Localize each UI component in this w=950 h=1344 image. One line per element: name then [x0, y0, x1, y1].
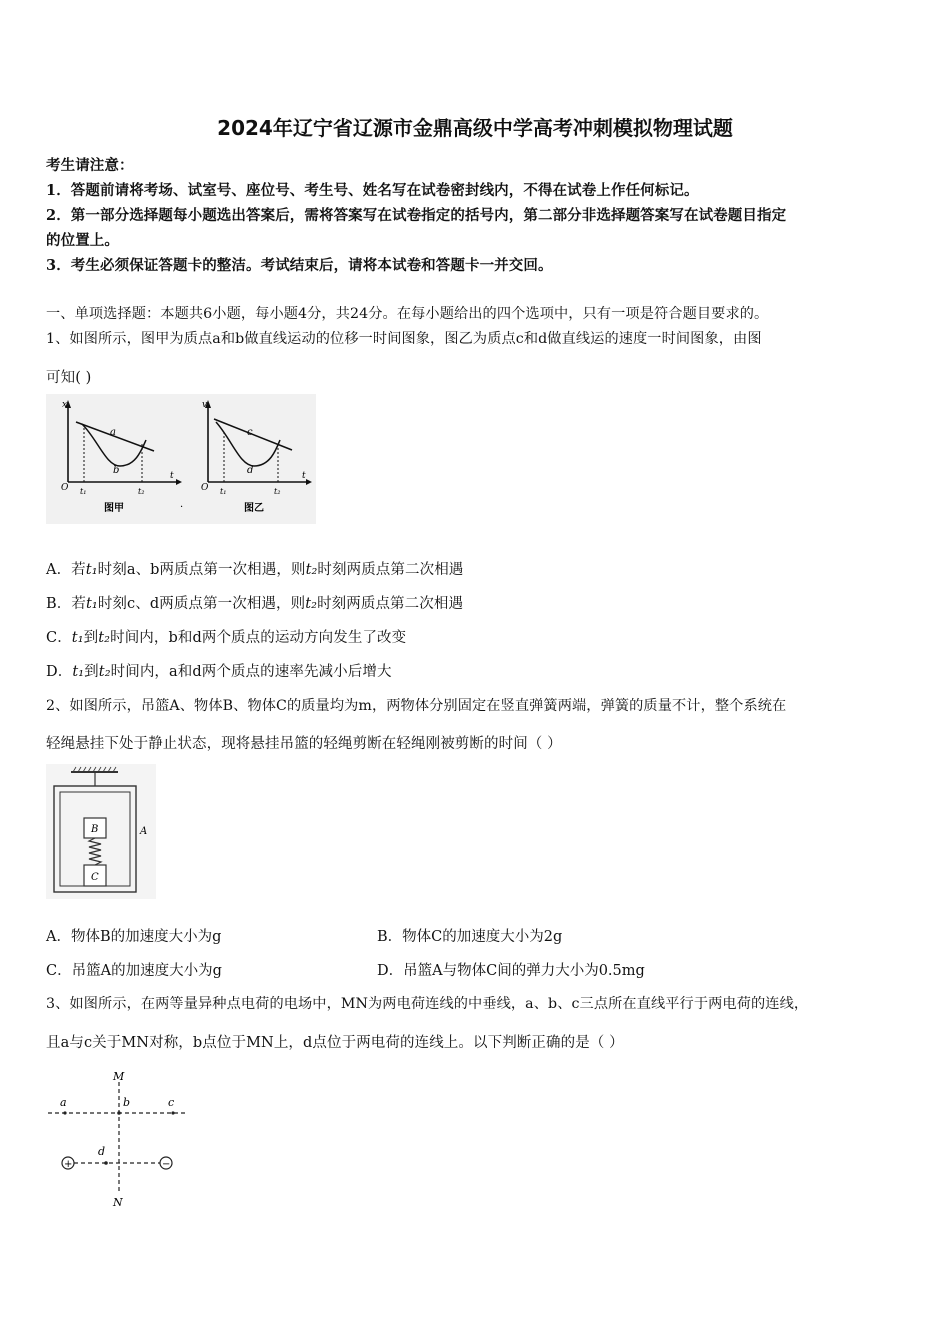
- q1-option-b[interactable]: B．若t₁时刻c、d两质点第一次相遇，则t₂时刻两质点第二次相遇: [46, 596, 464, 612]
- q2-stem: 轻绳悬挂下处于静止状态，现将悬挂吊篮的轻绳剪断在轻绳刚被剪断的时间（ ）: [46, 736, 562, 752]
- tick-t1: t₁: [220, 487, 227, 496]
- q1-option-c[interactable]: C．t₁到t₂时间内，b和d两个质点的运动方向发生了改变: [46, 630, 407, 646]
- axis-t-label: t: [170, 471, 174, 481]
- q1-stem: 可知( ): [46, 370, 92, 386]
- q2-option-c[interactable]: C．吊篮A的加速度大小为g: [46, 963, 222, 979]
- q3-figure: [46, 1066, 196, 1211]
- axis-origin: O: [201, 483, 209, 493]
- q2-option-d[interactable]: D．吊篮A与物体C间的弹力大小为0.5mg: [377, 963, 645, 979]
- q2-option-b[interactable]: B．物体C的加速度大小为2g: [377, 929, 563, 945]
- q1-stem: 1、如图所示，图甲为质点a和b做直线运动的位移一时间图象，图乙为质点c和d做直线运的速度一时间图象，由图: [46, 331, 762, 347]
- label-m: M: [113, 1070, 125, 1083]
- axis-origin: O: [61, 483, 69, 493]
- tick-t1: t₁: [80, 487, 87, 496]
- q2-option-a[interactable]: A．物体B的加速度大小为g: [46, 929, 222, 945]
- label-d: d: [98, 1145, 106, 1158]
- label-a: a: [110, 427, 116, 438]
- notice-item: 2．第一部分选择题每小题选出答案后，需将答案写在试卷指定的括号内，第二部分非选择题答案写在试卷题目指定: [46, 207, 787, 224]
- label-a: a: [60, 1096, 67, 1109]
- tick-t2: t₂: [274, 487, 281, 496]
- q2-figure: [46, 764, 156, 899]
- q3-stem: 且a与c关于MN对称，b点位于MN上，d点位于两电荷的连线上。以下判断正确的是（ ）: [46, 1035, 624, 1051]
- axis-t-label: t: [302, 471, 306, 481]
- q1-figure: [46, 394, 316, 524]
- label-b: b: [123, 1096, 131, 1109]
- section-heading: 一、单项选择题：本题共6小题，每小题4分，共24分。在每小题给出的四个选项中，只有一项是符合题目要求的。: [46, 306, 769, 322]
- label-b: b: [113, 465, 120, 476]
- q3-stem: 3、如图所示，在两等量异种点电荷的电场中，MN为两电荷连线的中垂线，a、b、c三点所在直线平行于两电荷的连线，: [46, 996, 809, 1012]
- notice-item: 的位置上。: [46, 232, 119, 249]
- q1-option-d[interactable]: D．t₁到t₂时间内，a和d两个质点的速率先减小后增大: [46, 664, 392, 680]
- label-c: C: [91, 872, 99, 883]
- label-a: A: [140, 826, 148, 837]
- plus-sign: +: [64, 1159, 73, 1170]
- label-d: d: [247, 465, 254, 476]
- q1-option-a[interactable]: A．若t₁时刻a、b两质点第一次相遇，则t₂时刻两质点第二次相遇: [46, 562, 464, 578]
- label-c: c: [247, 427, 253, 438]
- label-c: c: [168, 1096, 175, 1109]
- label-b: B: [91, 824, 99, 835]
- q2-stem: 2、如图所示，吊篮A、物体B、物体C的质量均为m，两物体分别固定在竖直弹簧两端，弹簧的质量不计，整个系统在: [46, 698, 787, 714]
- tick-t2: t₂: [138, 487, 145, 496]
- notice-item: 3．考生必须保证答题卡的整洁。考试结束后，请将本试卷和答题卡一并交回。: [46, 257, 553, 274]
- page-title: 2024年辽宁省辽源市金鼎高级中学高考冲刺模拟物理试题: [217, 116, 733, 140]
- notice-item: 1．答题前请将考场、试室号、座位号、考生号、姓名写在试卷密封线内，不得在试卷上作任何标记。: [46, 182, 699, 199]
- svg-text:·: ·: [180, 502, 184, 513]
- minus-sign: −: [162, 1159, 171, 1170]
- label-n: N: [113, 1196, 123, 1209]
- axis-y-label: v: [202, 400, 208, 410]
- notice-heading: 考生请注意：: [46, 157, 134, 174]
- caption-yi: 图乙: [244, 503, 264, 514]
- axis-y-label: x: [62, 400, 68, 410]
- caption-jia: 图甲: [104, 503, 124, 514]
